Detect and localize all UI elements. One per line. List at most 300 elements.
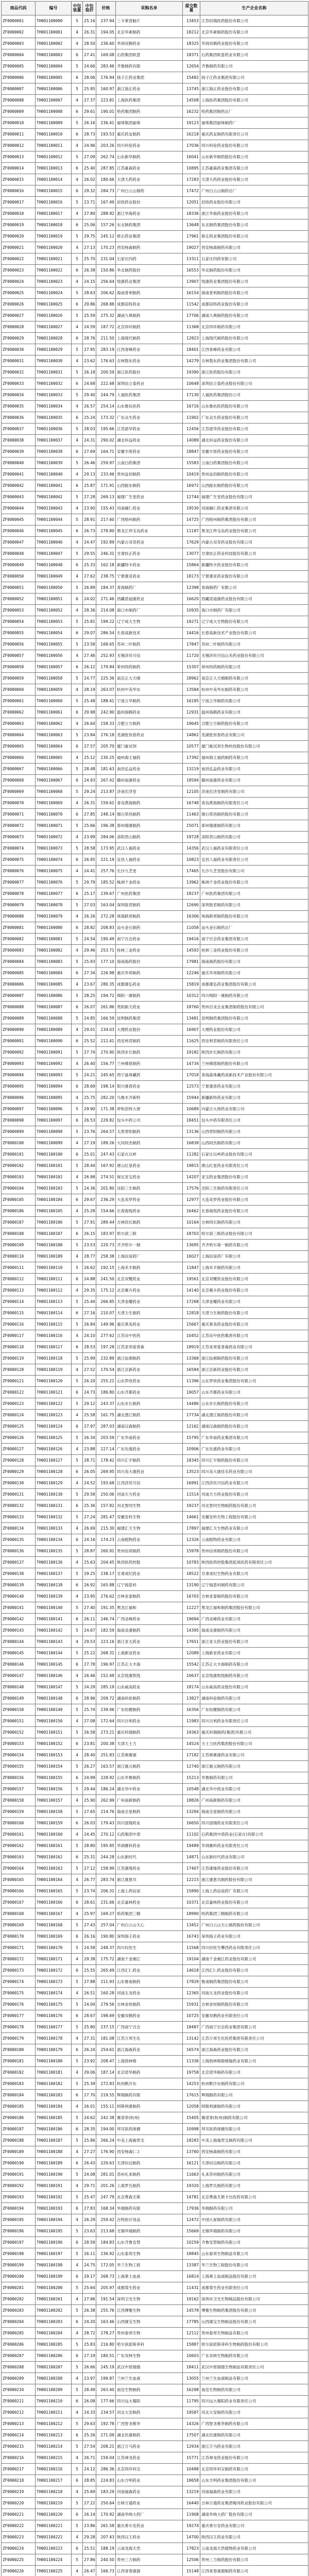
serial-number-cell: TH001100005 <box>36 72 72 83</box>
pack-price-cell: 25.99 <box>83 1353 96 1364</box>
product-code-cell: ZF0000040 <box>2 457 36 469</box>
table-row <box>2 662 308 673</box>
quantity-cell: 11227 <box>183 1602 200 1614</box>
price-cell: 225.36 <box>96 673 116 684</box>
manufacturer-cell: 华兰生物工程股份有限公司 <box>200 2260 308 2271</box>
pack-size-cell: 5 <box>72 2418 83 2430</box>
pack-size-cell: 6 <box>72 1580 83 1591</box>
manufacturer-cell: 广西梧州制药集团股份有限公司 <box>200 514 308 526</box>
pack-price-cell: 28.58 <box>83 843 96 854</box>
product-code-cell: ZF0000213 <box>2 2418 36 2430</box>
table-row <box>2 2101 308 2112</box>
manufacturer-cell: 深圳致君制药有限公司 <box>200 900 308 911</box>
pack-size-cell: 4 <box>72 2452 83 2464</box>
table-row <box>2 1172 308 1183</box>
manufacturer-cell: 华北制药股份有限公司 <box>200 265 308 276</box>
quantity-cell: 12089 <box>183 1648 200 1659</box>
quantity-cell: 11908 <box>183 2509 200 2520</box>
product-code-cell: ZF0000189 <box>2 2146 36 2158</box>
quantity-cell: 13219 <box>183 764 200 775</box>
product-code-cell: ZF0000114 <box>2 1296 36 1308</box>
table-row <box>2 1138 308 1149</box>
manufacturer-cell: 江西青春康源制药有限公司 <box>200 2566 308 2576</box>
product-code-cell: ZF0000102 <box>2 1160 36 1172</box>
serial-number-cell: TH001100084 <box>36 968 72 979</box>
price-cell: 182.59 <box>96 1625 116 1636</box>
product-code-cell: ZF0000019 <box>2 219 36 231</box>
manufacturer-cell: 扬子江药业集团有限公司 <box>200 72 308 83</box>
purchase-list-cell: 天津田边制药 <box>116 2158 183 2169</box>
pack-price-cell: 26.31 <box>83 798 96 809</box>
price-cell: 171.38 <box>96 1104 116 1115</box>
price-cell: 150.86 <box>96 265 116 276</box>
table-row <box>2 1614 308 1625</box>
manufacturer-cell: 青岛黄海制药有限责任公司 <box>200 798 308 809</box>
manufacturer-cell: 辽宁成大生物股份有限公司 <box>200 616 308 628</box>
pack-price-cell: 25.31 <box>83 1852 96 1863</box>
price-cell: 259.97 <box>96 457 116 469</box>
product-code-cell: ZF0000035 <box>2 401 36 412</box>
table-row <box>2 990 308 1002</box>
table-row <box>2 1342 308 1353</box>
serial-number-cell: TH001100200 <box>36 2282 72 2294</box>
quantity-cell: 17615 <box>183 2090 200 2101</box>
table-row <box>2 61 308 72</box>
serial-number-cell: TH001100004 <box>36 61 72 72</box>
quantity-cell: 17981 <box>183 956 200 968</box>
serial-number-cell: TH001100085 <box>36 979 72 990</box>
quantity-cell: 11568 <box>183 1942 200 1954</box>
pack-price-cell: 28.03 <box>83 423 96 435</box>
pack-size-cell: 4 <box>72 2101 83 2112</box>
price-cell: 284.73 <box>96 185 116 197</box>
product-code-cell: ZF0000164 <box>2 1863 36 1874</box>
table-row <box>2 1750 308 1761</box>
purchase-list-cell: 青海制药厂 <box>116 582 183 594</box>
purchase-list-cell: 福建广生堂药业 <box>116 492 183 503</box>
manufacturer-cell: 修正药业集团股份有限公司 <box>200 231 308 242</box>
purchase-list-cell: 北京费森尤斯 <box>116 2192 183 2203</box>
product-code-cell: ZF0000064 <box>2 730 36 741</box>
pack-size-cell: 5 <box>72 1704 83 1716</box>
table-row <box>2 1262 308 1274</box>
quantity-cell: 17897 <box>183 1523 200 1534</box>
pack-size-cell: 6 <box>72 922 83 934</box>
manufacturer-cell: 浙江医药股份有限公司 <box>200 367 308 378</box>
serial-number-cell: TH001100197 <box>36 2248 72 2260</box>
serial-number-cell: TH001100094 <box>36 1081 72 1092</box>
pack-size-cell: 4 <box>72 2260 83 2271</box>
price-cell: 200.38 <box>96 1738 116 1750</box>
pack-price-cell: 25.12 <box>83 752 96 764</box>
table-row <box>2 1795 308 1806</box>
price-cell: 233.46 <box>96 469 116 480</box>
product-code-cell: ZF0000148 <box>2 1682 36 1693</box>
product-code-cell: ZF0000152 <box>2 1727 36 1738</box>
price-cell: 160.97 <box>96 83 116 95</box>
pack-size-cell: 5 <box>72 2135 83 2146</box>
pack-size-cell: 5 <box>72 1376 83 1387</box>
purchase-list-cell: 宁夏康亚药业 <box>116 571 183 582</box>
serial-number-cell: TH001100141 <box>36 1614 72 1625</box>
pack-price-cell: 26.27 <box>83 1761 96 1772</box>
manufacturer-cell: 河南天方药业股份有限公司 <box>200 1489 308 1500</box>
product-code-cell: ZF0000139 <box>2 1580 36 1591</box>
manufacturer-cell: 山东威高药业股份有限公司 <box>200 1682 308 1693</box>
purchase-list-cell: 广西南宁百会 <box>116 2022 183 2033</box>
price-cell: 219.55 <box>96 2090 116 2101</box>
product-code-cell: ZF0000154 <box>2 1750 36 1761</box>
table-row <box>2 1104 308 1115</box>
quantity-cell: 16991 <box>183 1478 200 1489</box>
table-row <box>2 1478 308 1489</box>
serial-number-cell: TH001100011 <box>36 140 72 151</box>
manufacturer-cell: 江苏奥赛康药业有限公司 <box>200 1750 308 1761</box>
purchase-list-cell: 杭州默沙东 <box>116 2078 183 2090</box>
price-cell: 168.34 <box>96 2203 116 2214</box>
price-cell: 283.46 <box>96 61 116 72</box>
pack-size-cell: 6 <box>72 1965 83 1976</box>
product-code-cell: ZF0000214 <box>2 2430 36 2441</box>
product-code-cell: ZF0000088 <box>2 1002 36 1013</box>
table-row <box>2 321 308 333</box>
price-cell: 171.91 <box>96 480 116 492</box>
quantity-cell: 14140 <box>183 1285 200 1296</box>
pack-price-cell: 27.13 <box>83 242 96 253</box>
manufacturer-cell: 合肥立方制药股份有限公司 <box>200 718 308 730</box>
quantity-cell: 18760 <box>183 1002 200 1013</box>
table-row <box>2 1988 308 1999</box>
table-row <box>2 798 308 809</box>
quantity-cell: 15819 <box>183 979 200 990</box>
quantity-cell: 11282 <box>183 1149 200 1160</box>
purchase-list-cell: 浙江万马药业 <box>116 2441 183 2452</box>
table-row <box>2 809 308 820</box>
price-cell: 277.62 <box>96 1330 116 1342</box>
serial-number-cell: TH001100068 <box>36 786 72 798</box>
manufacturer-cell: 江苏亚邦爱普森药业有限公司 <box>200 1342 308 1353</box>
pack-price-cell: 25.36 <box>83 1500 96 1512</box>
table-row <box>2 1387 308 1398</box>
serial-number-cell: TH001100074 <box>36 854 72 866</box>
purchase-list-cell: 北京四环制药 <box>116 321 183 333</box>
purchase-list-cell: 安徽丰原药业 <box>116 446 183 457</box>
purchase-list-cell: 浙江海森药业 <box>116 2044 183 2056</box>
product-code-cell: ZF0000224 <box>2 2543 36 2554</box>
product-code-cell: ZF0000043 <box>2 492 36 503</box>
serial-number-cell: TH001100119 <box>36 1364 72 1376</box>
purchase-list-cell: 天津天药药业 <box>116 174 183 185</box>
serial-number-cell: TH001100215 <box>36 2452 72 2464</box>
manufacturer-cell: 南京正大天晴制药有限公司 <box>200 673 308 684</box>
column-header: 提交数量 <box>183 2 200 15</box>
serial-number-cell: TH001100117 <box>36 1342 72 1353</box>
quantity-cell: 11847 <box>183 1262 200 1274</box>
pack-size-cell: 5 <box>72 1806 83 1818</box>
purchase-list-cell: 无锡济民可信 <box>116 650 183 662</box>
manufacturer-cell: 河北大安制药有限公司 <box>200 2407 308 2418</box>
table-row <box>2 1296 308 1308</box>
manufacturer-cell: 上海医药集团股份有限公司 <box>200 95 308 106</box>
drug-price-table <box>1 1 308 2576</box>
serial-number-cell: TH001100177 <box>36 2022 72 2033</box>
table-row <box>2 2464 308 2475</box>
pack-price-cell: 26.40 <box>83 1058 96 1070</box>
purchase-list-cell: 阿斯利康制药 <box>116 2101 183 2112</box>
table-row <box>2 163 308 174</box>
price-cell: 236.60 <box>96 38 116 49</box>
product-code-cell: ZF0000032 <box>2 367 36 378</box>
pack-size-cell: 6 <box>72 2010 83 2022</box>
table-row <box>2 49 308 61</box>
table-row <box>2 888 308 900</box>
serial-number-cell: TH001100014 <box>36 174 72 185</box>
purchase-list-cell: 湖南千金湘江 <box>116 1954 183 1965</box>
price-cell: 213.87 <box>96 786 116 798</box>
manufacturer-cell: 陕西步长制药有限公司 <box>200 1047 308 1058</box>
price-cell: 256.64 <box>96 276 116 287</box>
purchase-list-cell: 海口市制药厂 <box>116 605 183 616</box>
serial-number-cell: TH001100041 <box>36 480 72 492</box>
table-row <box>2 2022 308 2033</box>
table-row <box>2 650 308 662</box>
serial-number-cell: TH001100136 <box>36 1557 72 1568</box>
product-code-cell: ZF0000142 <box>2 1614 36 1625</box>
manufacturer-cell: 杭州中美华东制药有限公司 <box>200 684 308 696</box>
pack-size-cell: 5 <box>72 287 83 299</box>
price-cell: 166.59 <box>96 1013 116 1024</box>
price-cell: 172.05 <box>96 2260 116 2271</box>
pack-price-cell: 27.03 <box>83 900 96 911</box>
purchase-list-cell: 吉林亚泰制药 <box>116 1591 183 1602</box>
quantity-cell: 19728 <box>183 832 200 843</box>
product-code-cell: ZF0000211 <box>2 2396 36 2407</box>
pack-price-cell: 27.41 <box>83 49 96 61</box>
pack-size-cell: 5 <box>72 1398 83 1410</box>
pack-price-cell: 26.71 <box>83 2452 96 2464</box>
table-row <box>2 1829 308 1840</box>
purchase-list-cell: 沈阳三生制药 <box>116 1183 183 1194</box>
price-cell: 169.27 <box>96 1908 116 1920</box>
serial-number-cell: TH001100102 <box>36 1172 72 1183</box>
table-row <box>2 1376 308 1387</box>
pack-price-cell: 27.96 <box>83 2294 96 2305</box>
manufacturer-cell: 四川绵阳一康制药有限公司 <box>200 990 308 1002</box>
purchase-list-cell: 江苏康缘药业 <box>116 1863 183 1874</box>
purchase-list-cell: 无锡华瑞制药 <box>116 2226 183 2237</box>
serial-number-cell: TH001100098 <box>36 1126 72 1138</box>
purchase-list-cell: 四川汇宇制药 <box>116 1455 183 1466</box>
quantity-cell: 13760 <box>183 2146 200 2158</box>
product-code-cell: ZF0000038 <box>2 435 36 446</box>
table-row <box>2 1398 308 1410</box>
price-cell: 163.46 <box>96 2316 116 2328</box>
purchase-list-cell: 浙江医药股份 <box>116 367 183 378</box>
product-code-cell: ZF0000020 <box>2 231 36 242</box>
purchase-list-cell: 吉林金恒制药 <box>116 1999 183 2010</box>
table-row <box>2 730 308 741</box>
product-code-cell: ZF0000146 <box>2 1659 36 1670</box>
column-header: 采购名单 <box>116 2 183 15</box>
quantity-cell: 10783 <box>183 1557 200 1568</box>
quantity-cell: 18451 <box>183 1115 200 1126</box>
product-code-cell: ZF0000022 <box>2 253 36 265</box>
price-cell: 190.49 <box>96 934 116 945</box>
pack-size-cell: 5 <box>72 2362 83 2373</box>
table-row <box>2 684 308 696</box>
manufacturer-cell: 北京赛升药业股份有限公司 <box>200 1285 308 1296</box>
quantity-cell: 16907 <box>183 1024 200 1036</box>
price-cell: 238.17 <box>96 1568 116 1580</box>
manufacturer-cell: 江苏万邦生化医药集团有限责任公司 <box>200 2033 308 2044</box>
price-cell: 268.88 <box>96 299 116 310</box>
manufacturer-cell: 广东恒健制药有限公司 <box>200 1704 308 1716</box>
table-row <box>2 1240 308 1251</box>
serial-number-cell: TH001100042 <box>36 492 72 503</box>
product-code-cell: ZF0000216 <box>2 2452 36 2464</box>
quantity-cell: 18283 <box>183 2135 200 2146</box>
price-cell: 265.49 <box>96 1965 116 1976</box>
pack-size-cell: 5 <box>72 117 83 129</box>
manufacturer-cell: 福州海王福药制药有限公司 <box>200 752 308 764</box>
serial-number-cell: TH001100002 <box>36 38 72 49</box>
purchase-list-cell: 银川康普药业 <box>116 1081 183 1092</box>
serial-number-cell: TH001100142 <box>36 1625 72 1636</box>
pack-price-cell: 24.85 <box>83 1013 96 1024</box>
product-code-cell: ZF0000017 <box>2 197 36 208</box>
pack-size-cell: 4 <box>72 1138 83 1149</box>
pack-size-cell: 4 <box>72 945 83 956</box>
table-row <box>2 1761 308 1772</box>
serial-number-cell: TH001100054 <box>36 628 72 639</box>
pack-size-cell: 5 <box>72 877 83 888</box>
product-code-cell: ZF0000177 <box>2 2010 36 2022</box>
serial-number-cell: TH001100056 <box>36 650 72 662</box>
pack-price-cell: 25.40 <box>83 163 96 174</box>
quantity-cell: 13311 <box>183 253 200 265</box>
price-cell: 164.71 <box>96 446 116 457</box>
pack-price-cell: 26.20 <box>83 1376 96 1387</box>
product-code-cell: ZF0000123 <box>2 1398 36 1410</box>
purchase-list-cell: 陕西步长制药 <box>116 1047 183 1058</box>
product-code-cell: ZF0000150 <box>2 1704 36 1716</box>
product-code-cell: ZF0000084 <box>2 956 36 968</box>
quantity-cell: 18703 <box>183 1228 200 1240</box>
product-code-cell: ZF0000063 <box>2 718 36 730</box>
product-code-cell: ZF0000134 <box>2 1523 36 1534</box>
quantity-cell: 14524 <box>183 1738 200 1750</box>
product-code-cell: ZF0000081 <box>2 922 36 934</box>
purchase-list-cell: 西安杨森制药 <box>116 242 183 253</box>
table-row <box>2 231 308 242</box>
pack-size-cell: 5 <box>72 83 83 95</box>
pack-price-cell: 26.38 <box>83 2305 96 2316</box>
product-code-cell: ZF0000187 <box>2 2124 36 2135</box>
pack-price-cell: 28.77 <box>83 1251 96 1262</box>
manufacturer-cell: 北京四环制药有限公司 <box>200 321 308 333</box>
pack-price-cell: 25.51 <box>83 2543 96 2554</box>
serial-number-cell: TH001100072 <box>36 832 72 843</box>
serial-number-cell: TH001100039 <box>36 457 72 469</box>
quantity-cell: 16356 <box>183 1704 200 1716</box>
manufacturer-cell: 烟台荣昌制药股份有限公司 <box>200 809 308 820</box>
pack-price-cell: 23.95 <box>83 1591 96 1602</box>
quantity-cell: 19027 <box>183 242 200 253</box>
manufacturer-cell: 浙江康恩贝制药股份有限公司 <box>200 1874 308 1886</box>
pack-size-cell: 4 <box>72 832 83 843</box>
pack-price-cell: 24.04 <box>83 1999 96 2010</box>
purchase-list-cell: 山东鲁抗医药 <box>116 401 183 412</box>
quantity-cell: 17407 <box>183 1863 200 1874</box>
manufacturer-cell: 苏州二叶制药有限公司 <box>200 639 308 650</box>
table-row <box>2 1602 308 1614</box>
price-cell: 194.72 <box>96 990 116 1002</box>
table-row <box>2 2214 308 2226</box>
price-cell: 236.29 <box>96 1194 116 1206</box>
serial-number-cell: TH001100207 <box>36 2362 72 2373</box>
purchase-list-cell: 华润赛科药业 <box>116 1840 183 1852</box>
manufacturer-cell: 石家庄以岭药业股份有限公司 <box>200 1149 308 1160</box>
pack-price-cell: 26.11 <box>83 2248 96 2260</box>
pack-price-cell: 28.49 <box>83 2384 96 2396</box>
pack-size-cell: 6 <box>72 628 83 639</box>
pack-size-cell: 4 <box>72 1058 83 1070</box>
price-cell: 206.62 <box>96 287 116 299</box>
price-cell: 272.28 <box>96 911 116 922</box>
pack-price-cell: 25.58 <box>83 1410 96 1421</box>
price-cell: 154.66 <box>96 1206 116 1217</box>
pack-price-cell: 26.92 <box>83 1580 96 1591</box>
product-code-cell: ZF0000201 <box>2 2282 36 2294</box>
product-code-cell: ZF0000015 <box>2 174 36 185</box>
quantity-cell: 13136 <box>183 1126 200 1138</box>
pack-size-cell: 6 <box>72 968 83 979</box>
manufacturer-cell: 济南宏济堂制药有限公司 <box>200 786 308 798</box>
product-code-cell: ZF0000092 <box>2 1047 36 1058</box>
price-cell: 178.42 <box>96 1455 116 1466</box>
purchase-list-cell: 甘肃成纪药业 <box>116 1568 183 1580</box>
purchase-list-cell: 广州白云山天心 <box>116 1920 183 1931</box>
table-row <box>2 15 308 27</box>
purchase-list-cell: 汕头金石制药 <box>116 922 183 934</box>
purchase-list-cell: 苏州二叶制药 <box>116 639 183 650</box>
serial-number-cell: TH001100101 <box>36 1160 72 1172</box>
manufacturer-cell: 大连美罗药业股份有限公司 <box>200 1194 308 1206</box>
pack-price-cell: 26.77 <box>83 1874 96 1886</box>
price-cell: 194.05 <box>96 27 116 38</box>
quantity-cell: 18237 <box>183 888 200 900</box>
manufacturer-cell: 浙江震元制药有限公司 <box>200 1761 308 1772</box>
quantity-cell: 12058 <box>183 2101 200 2112</box>
purchase-list-cell: 上海勃林格 <box>116 2056 183 2067</box>
purchase-list-cell: 长春海悦药业 <box>116 1206 183 1217</box>
table-row <box>2 2169 308 2180</box>
product-code-cell: ZF0000127 <box>2 1444 36 1455</box>
pack-size-cell: 6 <box>72 1897 83 1908</box>
manufacturer-cell: 江苏恒瑞医药股份有限公司 <box>200 15 308 27</box>
purchase-list-cell: 北京悦康凯悦 <box>116 1670 183 1682</box>
purchase-list-cell: 中美上海施贵宝 <box>116 2135 183 2146</box>
pack-size-cell: 5 <box>72 231 83 242</box>
pack-size-cell: 5 <box>72 1602 83 1614</box>
serial-number-cell: TH001100029 <box>36 344 72 355</box>
pack-price-cell: 27.52 <box>83 1364 96 1376</box>
product-code-cell: ZF0000009 <box>2 106 36 117</box>
table-row <box>2 707 308 718</box>
table-row <box>2 718 308 730</box>
serial-number-cell: TH001100082 <box>36 945 72 956</box>
pack-price-cell: 25.70 <box>83 253 96 265</box>
